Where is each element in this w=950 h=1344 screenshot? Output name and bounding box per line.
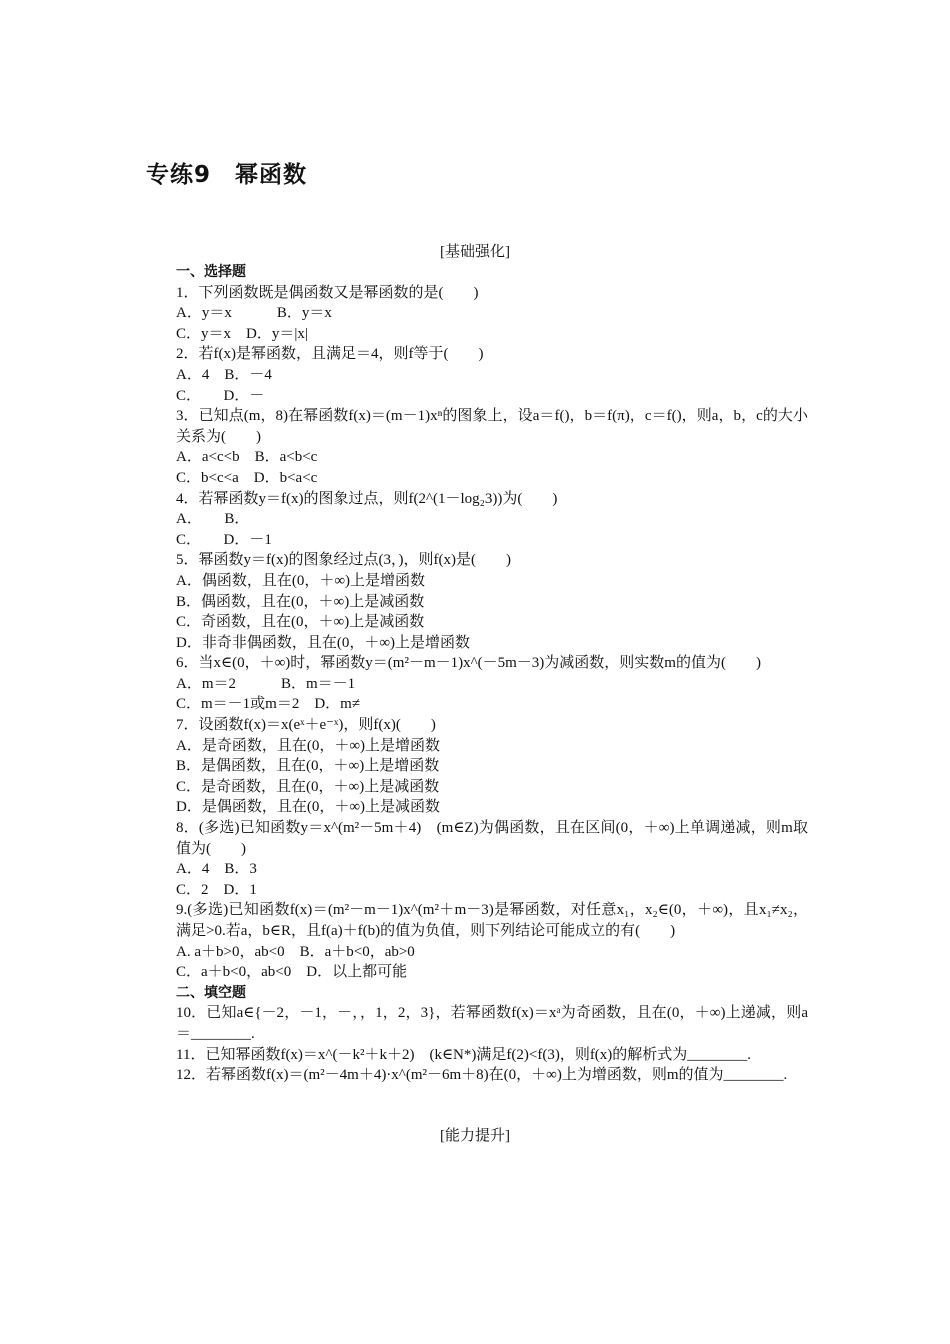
question-3: 3．已知点(m，8)在幂函数f(x)＝(m－1)xⁿ的图象上，设a＝f()，b＝f(π)，c＝f()，则a，b，c的大小关系为( ) [176, 408, 808, 445]
question-4-options-cd: C． D．－1 [176, 531, 272, 548]
question-2-options-cd: C． D．－ [176, 387, 265, 404]
question-11: 11．已知幂函数f(x)＝x^(－k²＋k＋2) (k∈N*)满足f(2)<f(3)，则f(x)的解析式为________. [176, 1046, 752, 1063]
question-7-option-b: B．是偶函数，且在(0，＋∞)上是增函数 [176, 758, 440, 775]
question-8-options-ab: A．4 B．3 [176, 861, 257, 878]
question-2: 2．若f(x)是幂函数，且满足＝4，则f等于( ) [176, 346, 484, 363]
question-2-options-ab: A．4 B．－4 [176, 366, 272, 383]
section-heading-fill: 二、填空题 [176, 984, 246, 1001]
question-6: 6．当x∈(0，＋∞)时，幂函数y＝(m²－m－1)x^(－5m－3)为减函数，则实数m的值为( ) [176, 655, 761, 672]
question-5-option-d: D．非奇非偶函数，且在(0，＋∞)上是增函数 [176, 634, 471, 651]
question-4-options-ab: A． B． [176, 511, 250, 528]
question-3-options-ab: A．a<c<b B．a<b<c [176, 449, 318, 466]
question-1-options-ab: A．y＝x B．y＝x [176, 305, 332, 322]
question-1-options-cd: C．y＝x D．y＝|x| [176, 325, 308, 342]
question-9-options-ab: A. a＋b>0，ab<0 B．a＋b<0，ab>0 [176, 943, 415, 960]
question-7-option-a: A．是奇函数，且在(0，＋∞)上是增函数 [176, 737, 441, 754]
question-7: 7．设函数f(x)＝x(eˣ＋e⁻ˣ)，则f(x)( ) [176, 717, 436, 734]
question-8-options-cd: C．2 D．1 [176, 881, 257, 898]
question-12: 12．若幂函数f(x)＝(m²－4m＋4)·x^(m²－6m＋8)在(0，＋∞)上为增函数，则m的值为________. [176, 1067, 788, 1084]
section-heading-choice: 一、选择题 [176, 264, 246, 280]
question-3-options-cd: C．b<c<a D．b<a<c [176, 469, 318, 486]
question-4: 4．若幂函数y＝f(x)的图象过点，则f(2^(1－log₂3))为( ) [176, 490, 558, 507]
question-1: 1．下列函数既是偶函数又是幂函数的是( ) [176, 284, 479, 301]
question-9: 9.(多选)已知函数f(x)＝(m²－m－1)x^(m²＋m－3)是幂函数，对任意x₁，x₂∈(0，＋∞)，且x₁≠x₂，满足>0.若a，b∈R，且f(a)＋f(b)的值为负值，则下列结论可能成立的有( ) [176, 902, 808, 939]
question-6-options-cd: C．m＝－1或m＝2 D．m≠ [176, 696, 361, 713]
question-10: 10．已知a∈{－2，－1，－，，1，2，3}，若幂函数f(x)＝xᵃ为奇函数，且在(0，＋∞)上递减，则a＝________. [176, 1005, 808, 1042]
page-title: 专练9 幂函数 [146, 162, 308, 188]
question-5-option-c: C．奇函数，且在(0，＋∞)上是减函数 [176, 614, 425, 631]
section-basic-label: [基础强化] [440, 244, 510, 260]
question-7-option-c: C．是奇函数，且在(0，＋∞)上是减函数 [176, 778, 440, 795]
question-5-option-b: B．偶函数，且在(0，＋∞)上是减函数 [176, 593, 425, 610]
question-8: 8．(多选)已知函数y＝x^(m²－5m＋4) (m∈Z)为偶函数，且在区间(0，＋∞)上单调递减，则m取值为( ) [176, 820, 808, 857]
section-advanced-label: [能力提升] [440, 1128, 510, 1144]
question-5: 5．幂函数y＝f(x)的图象经过点(3，)，则f(x)是( ) [176, 552, 511, 569]
question-5-option-a: A．偶函数，且在(0，＋∞)上是增函数 [176, 572, 426, 589]
question-6-options-ab: A．m＝2 B．m＝－1 [176, 675, 356, 692]
question-list [146, 262, 808, 1086]
question-7-option-d: D．是偶函数，且在(0，＋∞)上是减函数 [176, 799, 441, 816]
question-9-options-cd: C．a＋b<0，ab<0 D．以上都可能 [176, 964, 408, 981]
